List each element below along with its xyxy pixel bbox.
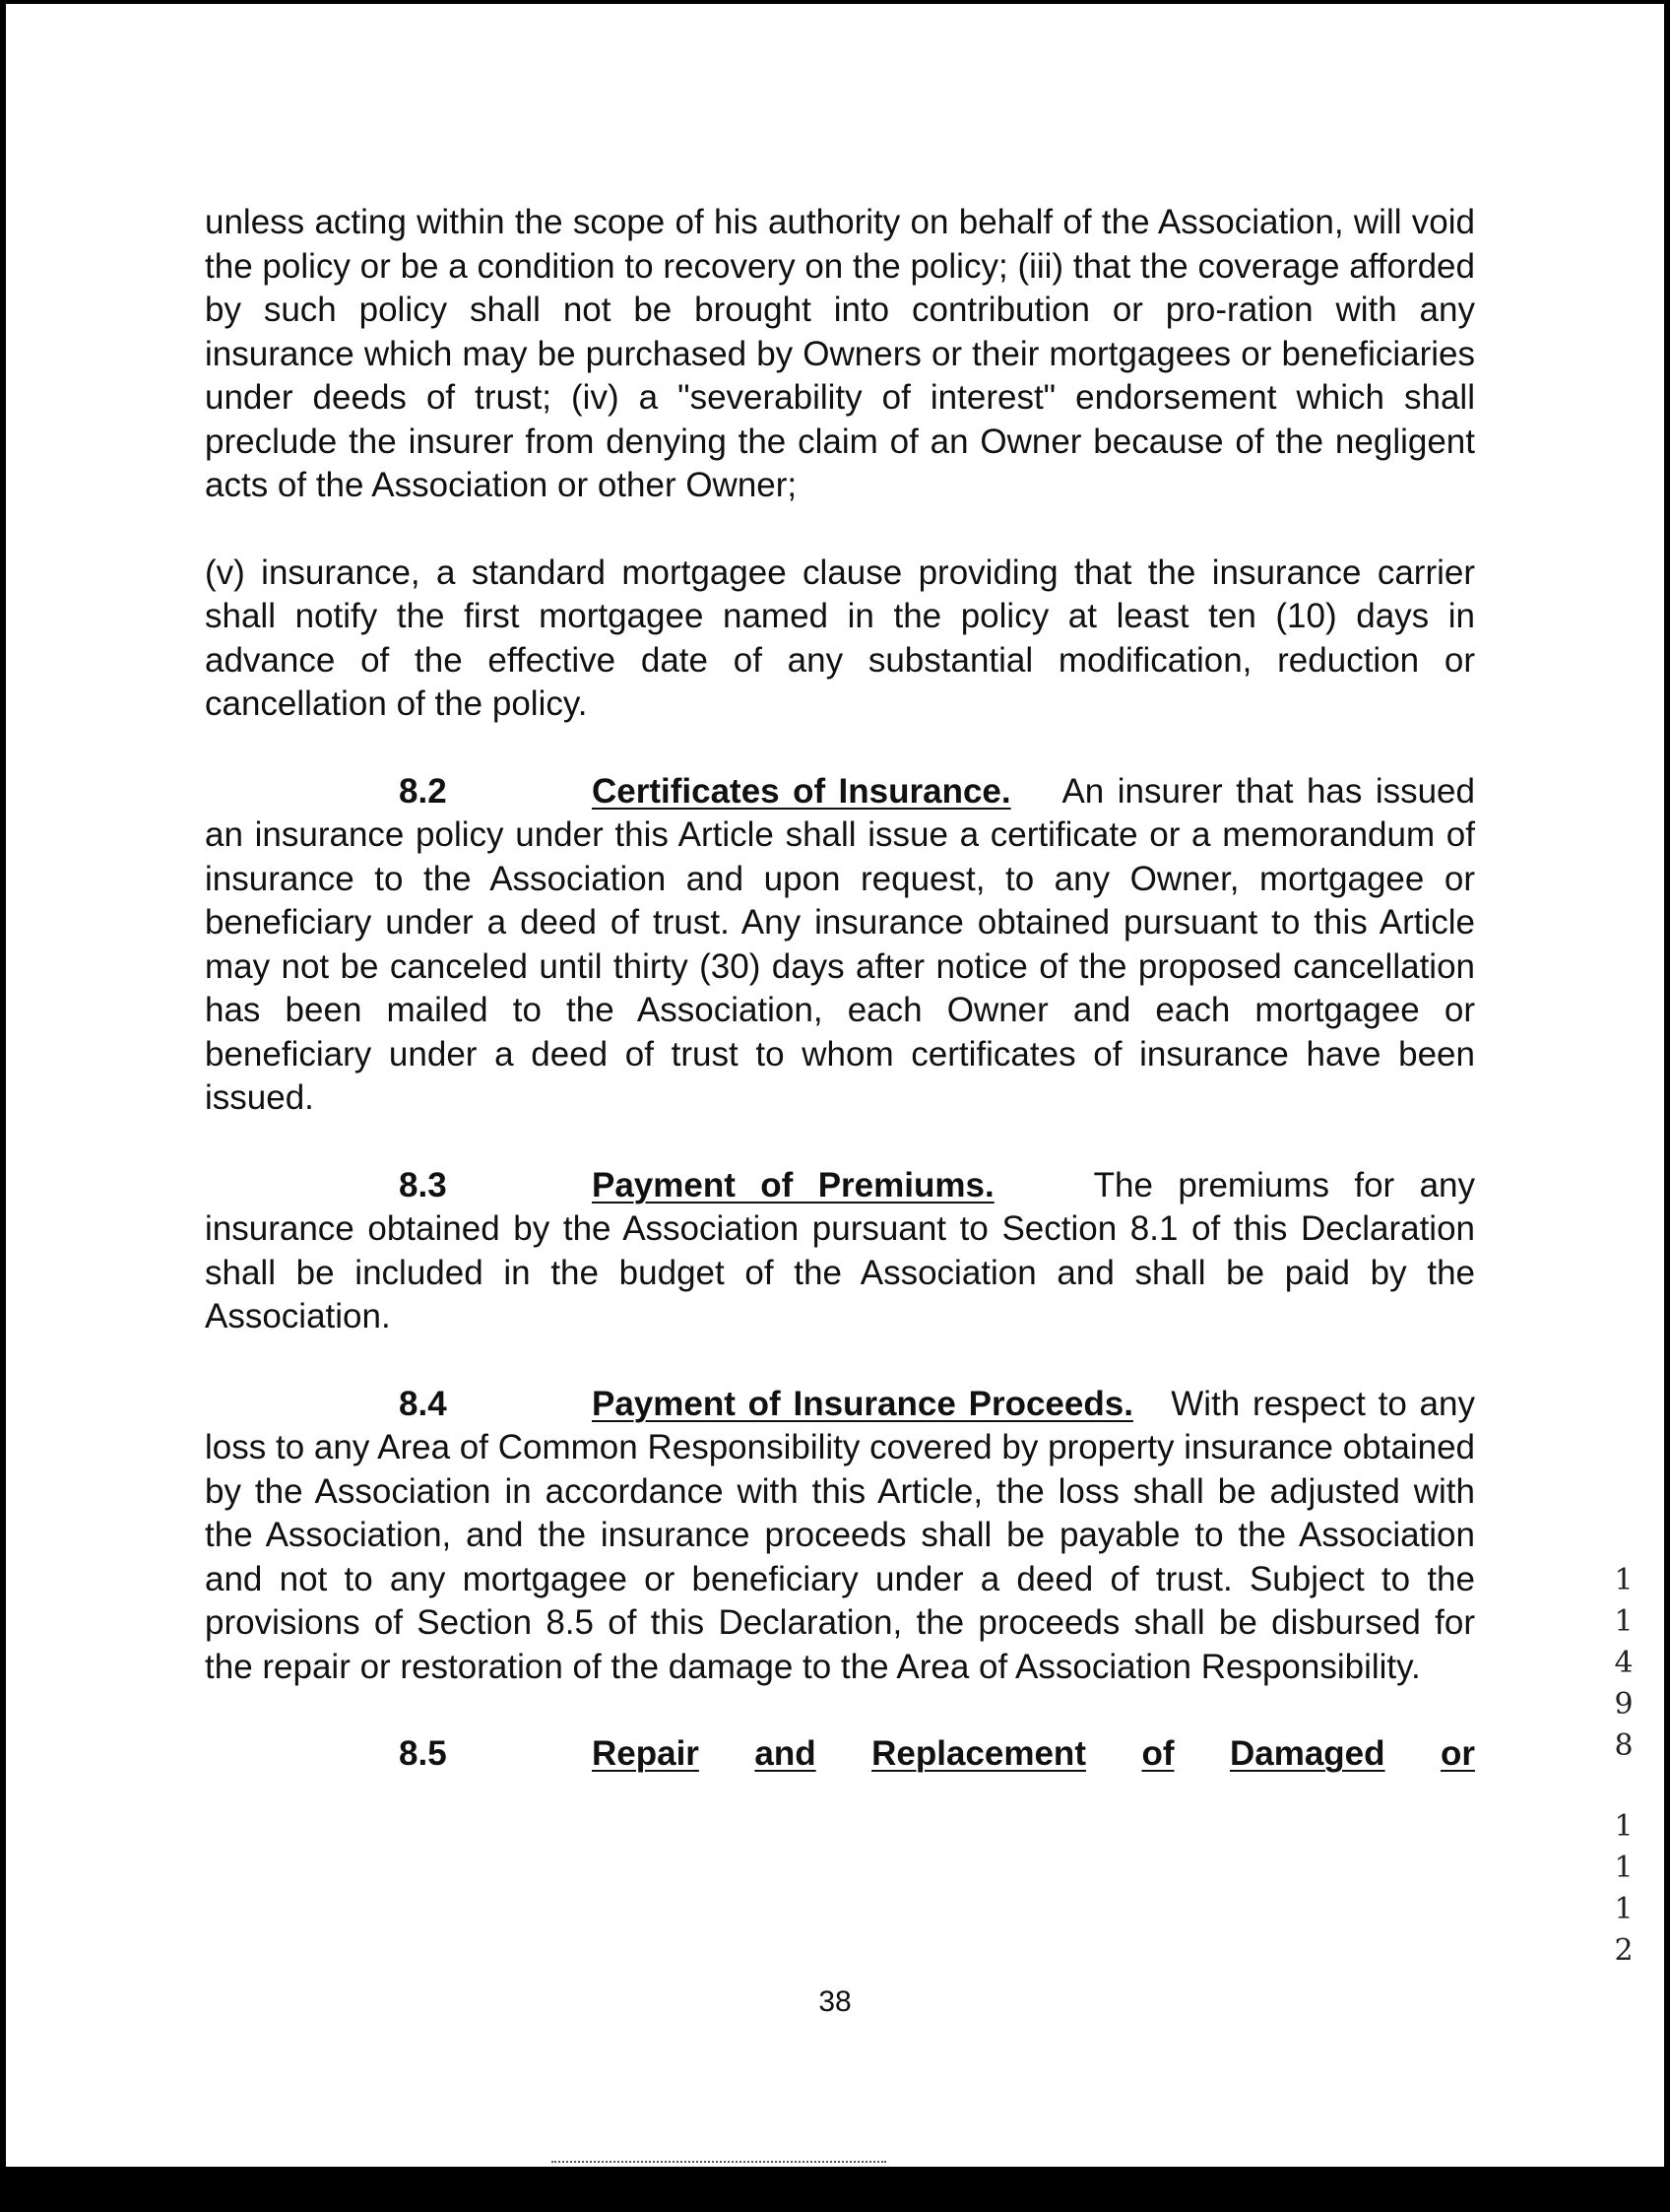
title-word: Damaged <box>1229 1734 1385 1773</box>
section-title <box>592 1732 1475 1777</box>
stamp-digit: 1 <box>1614 1892 1634 1926</box>
stamp-digit: 1 <box>1614 1809 1634 1844</box>
scan-border-left <box>0 0 6 2212</box>
section-number: 8.4 <box>399 1384 447 1423</box>
section-number: 8.3 <box>399 1165 447 1204</box>
stamp-digit: 1 <box>1614 1851 1634 1885</box>
section-8-5-heading <box>205 1732 1475 1777</box>
section-8-4 <box>205 1383 1475 1690</box>
stamp-digit: 1 <box>1614 1604 1634 1639</box>
scan-artifact <box>551 2161 886 2167</box>
stamp-digit: 4 <box>1614 1646 1634 1680</box>
title-word: Repair <box>592 1734 699 1773</box>
continuation-paragraph: unless acting within the scope of his authority on behalf of the Association, will void the policy or be a condition to recovery on the policy; (iii) that the coverage afforded by such policy shall not be brought into contribution or pro-ration with any insurance which may be purchased by Owners or their mortgagees or beneficiaries under deeds of trust; (iv) a "severability of interest" endorsement which shall preclude the insurer from denying the claim of an Owner because of the negligent acts of the Association or other Owner; <box>205 203 1475 504</box>
scan-border-right <box>1664 0 1670 2212</box>
document-body <box>205 201 1475 1777</box>
stamp-digit: 2 <box>1614 1933 1634 1968</box>
section-title: Certificates of Insurance. <box>592 771 1011 811</box>
scan-border-top <box>0 0 1670 4</box>
margin-recording-stamp <box>1609 1560 1638 1972</box>
title-word: Replacement <box>871 1734 1086 1773</box>
section-number: 8.2 <box>399 771 447 811</box>
section-title: Payment of Premiums. <box>592 1165 995 1204</box>
title-word: and <box>754 1734 816 1773</box>
stamp-digit: 9 <box>1614 1687 1634 1722</box>
title-word: of <box>1141 1734 1175 1773</box>
stamp-digit: 1 <box>1614 1563 1634 1597</box>
section-body: With respect to any loss to any Area of Common Responsibility covered by property insurance obtained by the Association in accordance with this Article, the loss shall be adjusted with the Association, and the insurance proceeds shall be payable to the Association and not to any mortgagee or beneficiary under a deed of trust. Subject to the provisions of Section 8.5 of this Declaration, the proceeds shall be disbursed for the repair or restoration of the damage to the Area of Association Responsibility. <box>205 1384 1475 1686</box>
section-8-3 <box>205 1164 1475 1339</box>
section-body: An insurer that has issued an insurance policy under this Article shall issue a certificate or a memorandum of insurance to the Association and upon request, to any Owner, mortgagee or beneficiary under a deed of trust. Any insurance obtained pursuant to this Article may not be canceled until thirty (30) days after notice of the proposed cancellation has been mailed to the Association, each Owner and each mortgagee or beneficiary under a deed of trust to whom certificates of insurance have been issued. <box>205 771 1475 1117</box>
section-number: 8.5 <box>399 1734 447 1773</box>
scan-border-bottom <box>0 2167 1670 2212</box>
section-body: The premiums for any insurance obtained by the Association pursuant to Section 8.1 of this Declaration shall be included in the budget of the Association and shall be paid by the Association. <box>205 1165 1476 1335</box>
section-title: Payment of Insurance Proceeds. <box>592 1384 1133 1423</box>
stamp-digit: 8 <box>1614 1728 1634 1763</box>
page-number: 38 <box>818 1985 852 2018</box>
paragraph-v: (v) insurance, a standard mortgagee clause providing that the insurance carrier shall notify the first mortgagee named in the policy at least ten (10) days in advance of the effective date of any substantial modification, reduction or cancellation of the policy. <box>205 553 1475 723</box>
title-word: or <box>1441 1734 1475 1773</box>
section-8-2 <box>205 770 1475 1121</box>
